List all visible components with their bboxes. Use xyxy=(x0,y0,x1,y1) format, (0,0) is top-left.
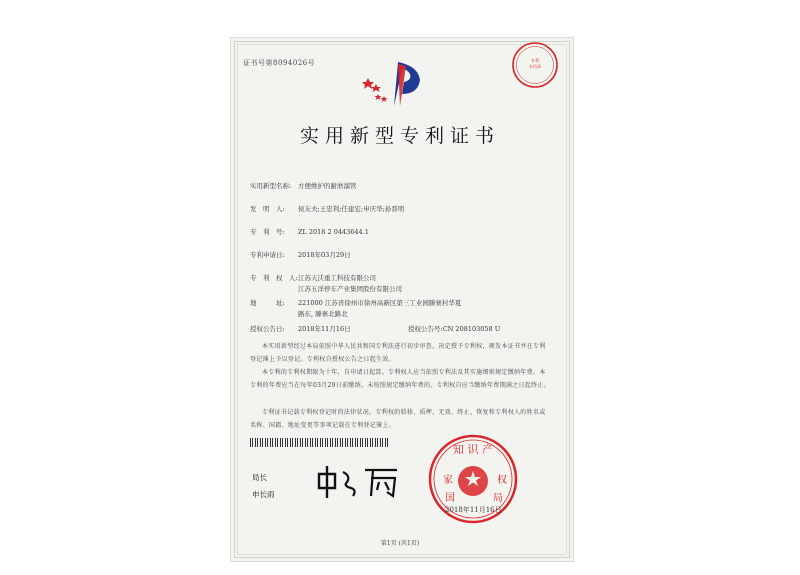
field-name xyxy=(250,182,357,190)
field-value: 2018年03月29日 xyxy=(298,251,351,259)
field-value: 江苏天沃重工科技有限公司 xyxy=(298,274,376,282)
svg-text:局: 局 xyxy=(493,493,503,504)
barcode xyxy=(250,438,388,447)
page-indicator: 第1页 (共1页) xyxy=(380,540,420,547)
field-label: 专 利 号: xyxy=(250,228,285,236)
field-address xyxy=(250,299,461,307)
field-label: 地 址: xyxy=(250,299,285,307)
field-address-2 xyxy=(250,310,348,318)
seal-date: 2018年11月16日 xyxy=(445,506,502,514)
field-value: ZL 2018 2 0443644.1 xyxy=(298,228,369,236)
svg-text:国: 国 xyxy=(445,493,455,504)
field-value: 江苏五洋停车产业集团股份有限公司 xyxy=(298,285,402,293)
svg-text:权: 权 xyxy=(497,475,507,486)
field-value: 路东, 滕寨北路北 xyxy=(298,310,348,318)
svg-text:家: 家 xyxy=(443,475,453,486)
field-label: 发 明 人: xyxy=(250,205,285,213)
body-paragraph: 本专利的专利权期限为十年，自申请日起算。专利权人应当依照专利法及其实施细则规定缴纳年费。本专利的年费应当在每年03月29日前缴纳。未按照规定缴纳年费的，专利权自应当缴纳年费期满之日起终止。 xyxy=(250,369,550,389)
body-paragraph: 专利证书记载专利权登记时的法律状况。专利权的转移、质押、无效、终止、恢复和专利权人的姓名或名称、国籍、地址变更等事项记载在专利登记簿上。 xyxy=(250,409,546,429)
field-label: 专 利 权 人: xyxy=(250,274,298,282)
certificate-number: 证书号第8094026号 xyxy=(243,59,316,67)
field-patentee xyxy=(250,274,376,282)
body-paragraph: 本实用新型经过本局依照中华人民共和国专利法进行初步审查，决定授予专利权，颁发本证书并在专利登记簿上予以登记。专利权自授权公告之日起生效。 xyxy=(250,343,546,363)
field-extra-value: CN 208103058 U xyxy=(442,325,501,333)
field-filing-date xyxy=(250,251,351,259)
field-value: 方便维护的耐磨溜管 xyxy=(298,182,357,190)
field-value: 2018年11月16日 xyxy=(298,325,351,333)
field-grant-date xyxy=(250,325,500,333)
field-extra-label: 授权公告号: xyxy=(408,325,443,333)
svg-text:专用章: 专用章 xyxy=(529,64,541,69)
field-patentee-2 xyxy=(250,285,402,293)
handwritten-signature xyxy=(313,462,405,502)
field-value: 侯友夫;王忠利;任建宏;申庆华;孙晋明 xyxy=(298,205,405,213)
field-label: 实用新型名称: xyxy=(250,182,292,190)
field-label: 授权公告日: xyxy=(250,325,285,333)
certificate-title: 实用新型专利证书 xyxy=(299,125,500,147)
patent-office-logo xyxy=(362,60,434,110)
field-label: 专利申请日: xyxy=(250,251,285,259)
field-inventor xyxy=(250,205,404,213)
svg-text:专利: 专利 xyxy=(531,58,539,63)
field-value: 221000 江苏省徐州市徐州高新区第三工业园滕寨村华夏 xyxy=(298,299,462,307)
director-title: 局长 xyxy=(252,473,267,482)
svg-text:知 识 产: 知 识 产 xyxy=(453,443,493,456)
registration-seal xyxy=(510,40,560,90)
director-name: 申长雨 xyxy=(252,490,275,499)
field-patent-number xyxy=(250,228,369,236)
